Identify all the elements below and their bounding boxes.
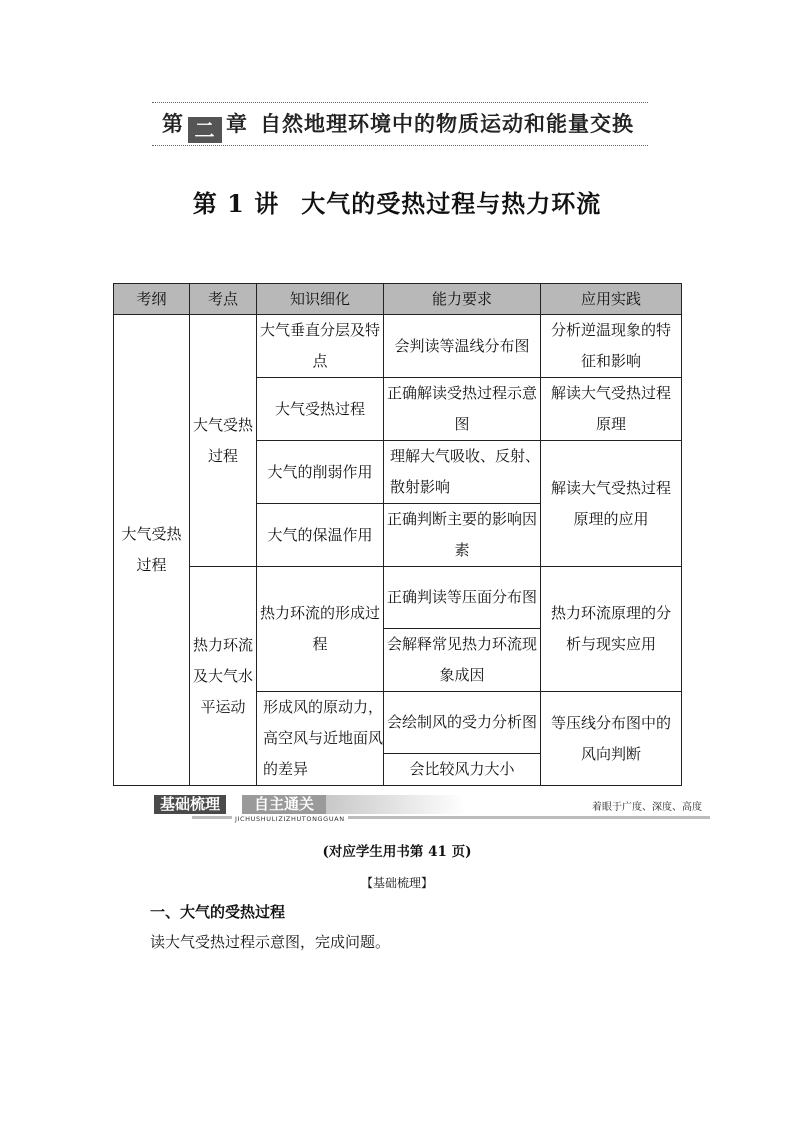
practice-cell: 分析逆温现象的特征和影响	[541, 315, 682, 378]
lecture-title	[0, 184, 794, 219]
banner-top-rule	[152, 102, 648, 103]
banner-fade	[326, 795, 466, 814]
knowledge-cell: 形成风的原动力，高空风与近地面风的差异	[257, 692, 384, 786]
ability-cell: 会判读等温线分布图	[384, 315, 541, 378]
banner-bottom-rule	[152, 145, 648, 146]
section-banner	[152, 794, 710, 824]
syllabus-cell: 大气受热过程	[114, 315, 190, 786]
chapter-title	[162, 110, 634, 142]
topic-cell: 大气受热过程	[190, 315, 257, 567]
section-hint: 着眼于广度、深度、高度	[592, 802, 702, 813]
table-row	[114, 567, 682, 629]
chapter-banner	[152, 102, 648, 146]
syllabus-table	[113, 283, 682, 786]
header-knowledge: 知识细化	[257, 284, 384, 315]
lecture-number: 第 1 讲	[192, 189, 280, 218]
page-reference: (对应学生用书第 41 页)	[322, 844, 472, 860]
knowledge-cell: 大气的削弱作用	[257, 441, 384, 504]
topic-cell: 热力环流及大气水平运动	[190, 567, 257, 786]
knowledge-cell: 大气受热过程	[257, 378, 384, 441]
header-ability: 能力要求	[384, 284, 541, 315]
section-pinyin: JICHUSHULIZIZHUTONGGUAN	[232, 815, 348, 823]
chapter-number: 二	[188, 117, 222, 143]
instruction-text: 读大气受热过程示意图，完成问题。	[150, 933, 391, 951]
knowledge-cell: 大气垂直分层及特点	[257, 315, 384, 378]
ability-cell: 正确解读受热过程示意图	[384, 378, 541, 441]
ability-cell: 会比较风力大小	[384, 754, 541, 786]
ability-cell: 正确判读等压面分布图	[384, 567, 541, 629]
section-label-secondary: 自主通关	[242, 795, 326, 814]
table-row	[114, 315, 682, 378]
header-topic: 考点	[190, 284, 257, 315]
knowledge-cell: 大气的保温作用	[257, 504, 384, 567]
knowledge-cell: 热力环流的形成过程	[257, 567, 384, 692]
practice-cell: 等压线分布图中的风向判断	[541, 692, 682, 786]
ability-cell: 理解大气吸收、反射、散射影响	[384, 441, 541, 504]
practice-cell: 解读大气受热过程原理的应用	[541, 441, 682, 567]
ability-cell: 会解释常见热力环流现象成因	[384, 629, 541, 692]
lecture-name: 大气的受热过程与热力环流	[301, 189, 602, 218]
chapter-prefix: 第	[162, 112, 184, 136]
practice-cell: 解读大气受热过程原理	[541, 378, 682, 441]
ability-cell: 会绘制风的受力分析图	[384, 692, 541, 754]
ability-cell: 正确判断主要的影响因素	[384, 504, 541, 567]
header-practice: 应用实践	[541, 284, 682, 315]
section-label-primary: 基础梳理	[154, 795, 226, 814]
topic-heading: 一、大气的受热过程	[150, 903, 286, 921]
chapter-suffix: 章	[226, 112, 248, 136]
header-syllabus: 考纲	[114, 284, 190, 315]
sub-heading: 【基础梳理】	[360, 876, 433, 890]
practice-cell: 热力环流原理的分析与现实应用	[541, 567, 682, 692]
chapter-name: 自然地理环境中的物质运动和能量交换	[260, 112, 634, 136]
table-header-row	[114, 284, 682, 315]
